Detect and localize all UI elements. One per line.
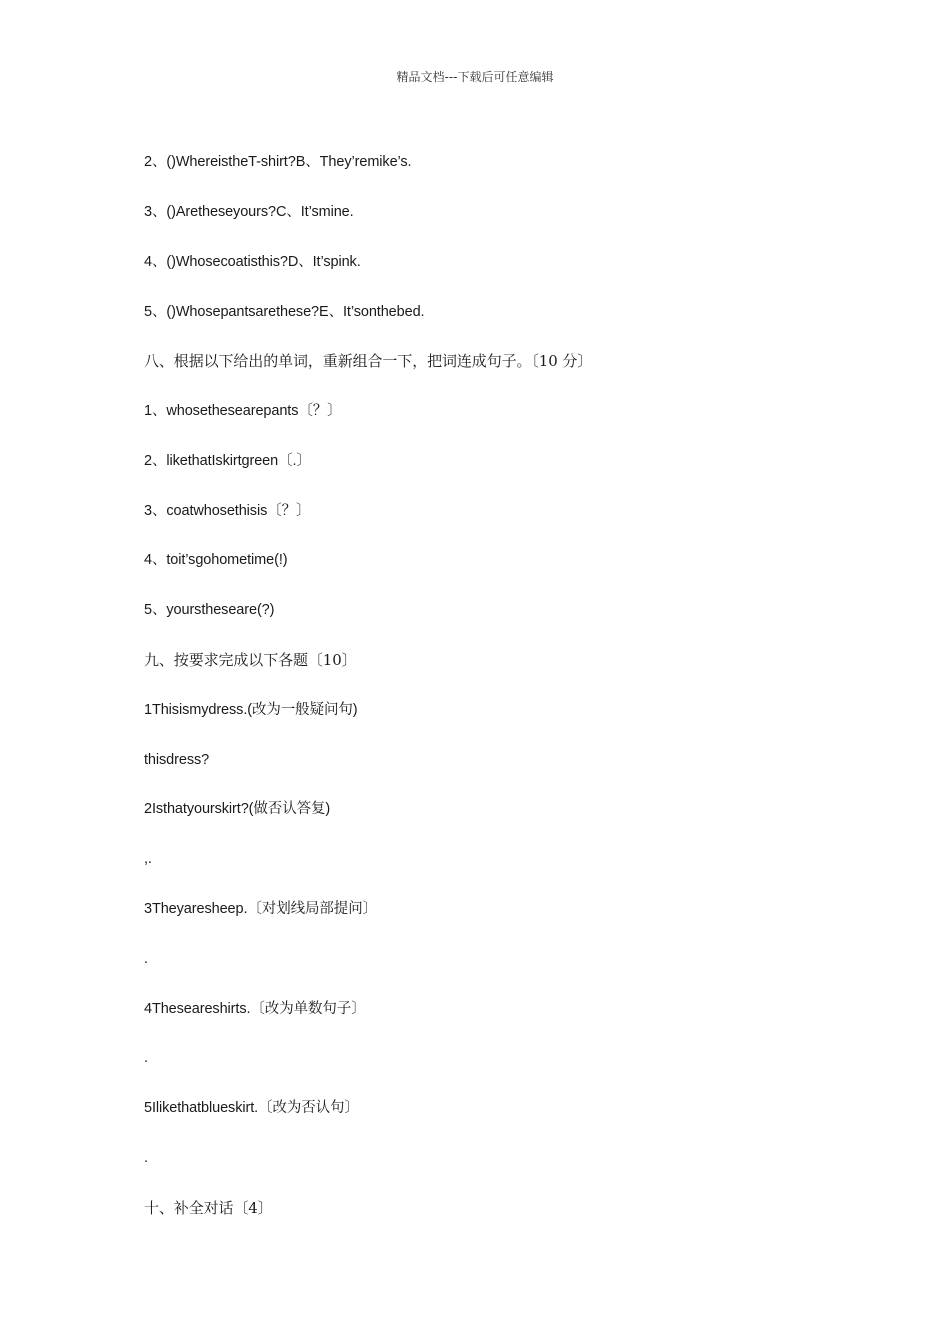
answer-line-5: . [144, 1150, 148, 1166]
transform-question-5: 5Ilikethatblueskirt.〔改为否认句〕 [144, 1100, 359, 1116]
transform-question-1: 1Thisismydress.(改为一般疑问句) [144, 702, 358, 718]
section-ten-title: 十、补全对话〔4〕 [144, 1199, 273, 1217]
page-header: 精品文档---下载后可任意编辑 [396, 70, 554, 84]
transform-question-3: 3Theyaresheep.〔对划线局部提问〕 [144, 901, 377, 917]
matching-question-3: 3、()Aretheseyours?C、It’smine. [144, 204, 354, 220]
reorder-question-1: 1、whosethesearepants〔？〕 [144, 403, 342, 419]
matching-question-4: 4、()Whosecoatisthis?D、It’spink. [144, 254, 361, 270]
answer-line-3: . [144, 951, 148, 967]
answer-line-2: ,. [144, 851, 152, 867]
reorder-question-4: 4、toit’sgohometime(!) [144, 552, 288, 568]
reorder-question-5: 5、yourstheseare(?) [144, 602, 275, 618]
section-eight-title: 八、根据以下给出的单词，重新组合一下，把词连成句子。〔10 分〕 [144, 352, 593, 370]
answer-line-1: thisdress? [144, 752, 210, 768]
reorder-question-2: 2、likethatIskirtgreen〔.〕 [144, 453, 311, 469]
matching-question-5: 5、()Whosepantsarethese?E、It’sonthebed. [144, 304, 425, 320]
transform-question-4: 4Theseareshirts.〔改为单数句子〕 [144, 1001, 366, 1017]
reorder-question-3: 3、coatwhosethisis〔？〕 [144, 503, 311, 519]
section-nine-title: 九、按要求完成以下各题〔10〕 [144, 651, 357, 669]
matching-question-2: 2、()WhereistheT-shirt?B、They’remike’s. [144, 154, 412, 170]
transform-question-2: 2Isthatyourskirt?(做否认答复) [144, 801, 331, 817]
answer-line-4: . [144, 1050, 148, 1066]
